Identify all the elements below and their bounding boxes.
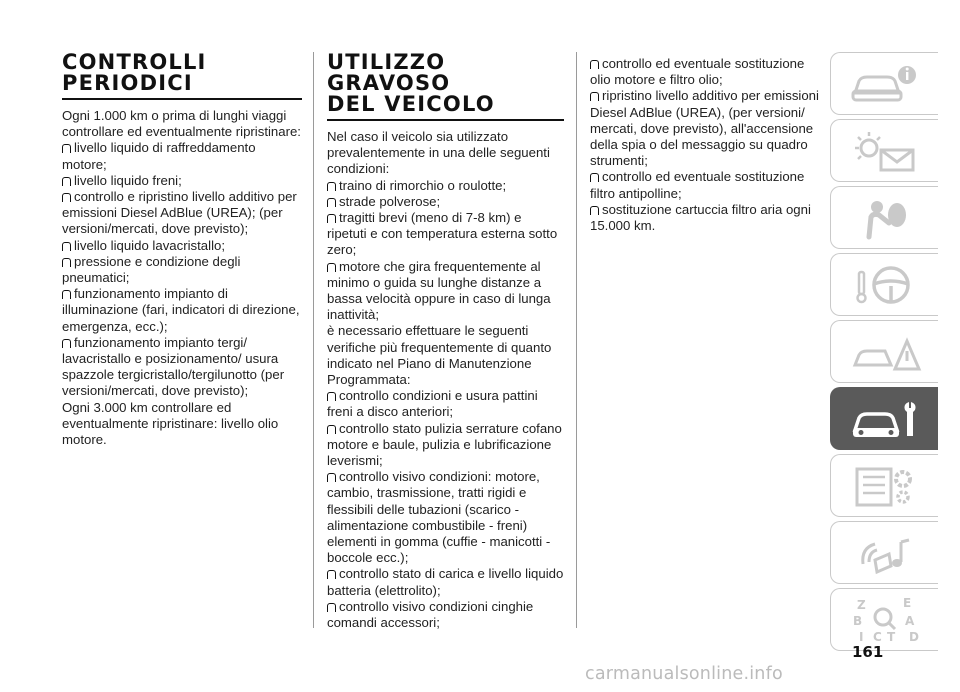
bullet-icon xyxy=(62,258,71,267)
chapter-sidebar xyxy=(830,52,938,655)
column-controlli-periodici xyxy=(62,52,302,448)
list-item: controllo stato pulizia serrature cofano motore e baule, pulizia e lubrificazione leverismi; xyxy=(327,420,562,469)
svg-text:D: D xyxy=(908,629,919,644)
svg-text:C: C xyxy=(872,629,882,644)
checklist xyxy=(62,140,302,399)
list-item: controllo condizioni e usura pattini freni a disco anteriori; xyxy=(327,388,538,420)
list-item: livello liquido lavacristallo; xyxy=(62,238,302,254)
intro-text: Ogni 1.000 km o prima di lunghi viaggi controllare ed eventualmente ripristinare: xyxy=(62,108,301,140)
bullet-icon xyxy=(327,570,336,579)
column-utilizzo-gravoso xyxy=(327,52,564,631)
column-continued-checks xyxy=(590,56,822,234)
tab-emergency[interactable] xyxy=(830,320,938,383)
steering-wheel-icon xyxy=(845,260,925,310)
bullet-icon xyxy=(327,263,336,272)
car-info-icon xyxy=(845,59,925,109)
bullet-icon xyxy=(62,193,71,202)
list-item: ripristino livello additivo per emissioni Diesel AdBlue (UREA), (per versioni/ mercati, dove previsto), all'accensione della spia o del messaggio su quadro strumenti; xyxy=(590,88,819,169)
outro-text: Ogni 3.000 km controllare ed eventualmente ripristinare: livello olio motore. xyxy=(62,399,279,448)
list-item: motore che gira frequentemente al minimo o guida su lunghe distanze a bassa velocità oppure in caso di lunga inattività; xyxy=(327,258,551,323)
svg-text:E: E xyxy=(902,595,911,610)
bullet-icon xyxy=(327,182,336,191)
bullet-icon xyxy=(62,177,71,186)
list-item: funzionamento impianto tergi/ lavacristallo e posizionamento/ usura spazzole tergicristallo/tergilunotto (per versioni/mercati, dove previsto); xyxy=(62,334,285,399)
bullet-icon xyxy=(590,92,599,101)
bullet-icon xyxy=(62,290,71,299)
bullet-icon xyxy=(590,60,599,69)
list-item: controllo ed eventuale sostituzione filtro antipolline; xyxy=(590,169,805,201)
tab-technical-data[interactable] xyxy=(830,454,938,517)
multimedia-icon xyxy=(845,528,925,578)
bullet-icon xyxy=(327,392,336,401)
list-item: controllo ed eventuale sostituzione olio motore e filtro olio; xyxy=(590,56,805,88)
svg-text:B: B xyxy=(852,613,862,628)
section-title: UTILIZZO GRAVOSO DEL VEICOLO xyxy=(327,50,495,116)
bullet-icon xyxy=(62,339,71,348)
section-title: CONTROLLI PERIODICI xyxy=(62,50,207,95)
bullet-icon xyxy=(327,603,336,612)
tab-index[interactable] xyxy=(830,588,938,651)
bullet-icon xyxy=(327,425,336,434)
bullet-icon xyxy=(327,198,336,207)
list-item: tragitti brevi (meno di 7-8 km) e ripetuti e con temperatura esterna sotto zero; xyxy=(327,210,558,258)
list-item: livello liquido di raffreddamento motore; xyxy=(62,140,256,172)
tab-maintenance[interactable] xyxy=(830,387,938,450)
column-divider xyxy=(313,52,314,628)
tab-warning-lights[interactable] xyxy=(830,119,938,182)
tab-multimedia[interactable] xyxy=(830,521,938,584)
watermark: carmanualsonline.info xyxy=(585,664,783,684)
title-rule xyxy=(327,119,564,121)
svg-text:Z: Z xyxy=(856,597,866,612)
list-item: controllo stato di carica e livello liquido batteria (elettrolito); xyxy=(327,566,564,598)
bullet-icon xyxy=(327,473,336,482)
emergency-icon xyxy=(845,327,925,377)
middle-text: è necessario effettuare le seguenti verifiche più frequentemente di quanto indicato nel Piano di Manutenzione Programmata: xyxy=(327,323,552,388)
tab-safety[interactable] xyxy=(830,186,938,249)
title-rule xyxy=(62,98,302,100)
list-item: traino di rimorchio o roulotte; xyxy=(327,178,564,194)
list-item: controllo visivo condizioni cinghie comandi accessori; xyxy=(327,598,534,631)
column-divider xyxy=(576,52,577,628)
bullet-icon xyxy=(590,173,599,182)
tab-starting-driving[interactable] xyxy=(830,253,938,316)
tab-car-info[interactable] xyxy=(830,52,938,115)
maintenance-icon xyxy=(845,394,925,444)
index-icon xyxy=(845,595,925,645)
list-item: sostituzione cartuccia filtro aria ogni 15.000 km. xyxy=(590,201,811,234)
safety-airbag-icon xyxy=(845,193,925,243)
svg-text:A: A xyxy=(904,613,914,628)
list-item: livello liquido freni; xyxy=(62,173,302,189)
svg-text:T: T xyxy=(886,629,895,644)
page-number: 161 xyxy=(852,643,884,661)
bullet-icon xyxy=(590,206,599,215)
bullet-icon xyxy=(327,214,336,223)
bullet-icon xyxy=(62,242,71,251)
warning-lights-icon xyxy=(845,126,925,176)
checks-list xyxy=(327,388,564,631)
list-item: funzionamento impianto di illuminazione (fari, indicatori di direzione, emergenza, ecc.); xyxy=(62,286,300,334)
list-item: strade polverose; xyxy=(327,194,564,210)
intro-text: Nel caso il veicolo sia utilizzato prevalentemente in una delle seguenti condizioni: xyxy=(327,129,550,177)
technical-data-icon xyxy=(845,461,925,511)
conditions-list xyxy=(327,178,564,324)
list-item: controllo e ripristino livello additivo per emissioni Diesel AdBlue (UREA); (per versioni/mercati, dove previsto); xyxy=(62,189,297,237)
bullet-icon xyxy=(62,144,71,153)
svg-text:I: I xyxy=(858,629,863,644)
list-item: pressione e condizione degli pneumatici; xyxy=(62,253,241,286)
list-item: controllo visivo condizioni: motore, cambio, trasmissione, tratti rigidi e flessibili delle tubazioni (scarico - alimentazione combustibile - freni) elementi in gomma (cuffie - manicotti - boccole ecc.); xyxy=(327,469,551,566)
